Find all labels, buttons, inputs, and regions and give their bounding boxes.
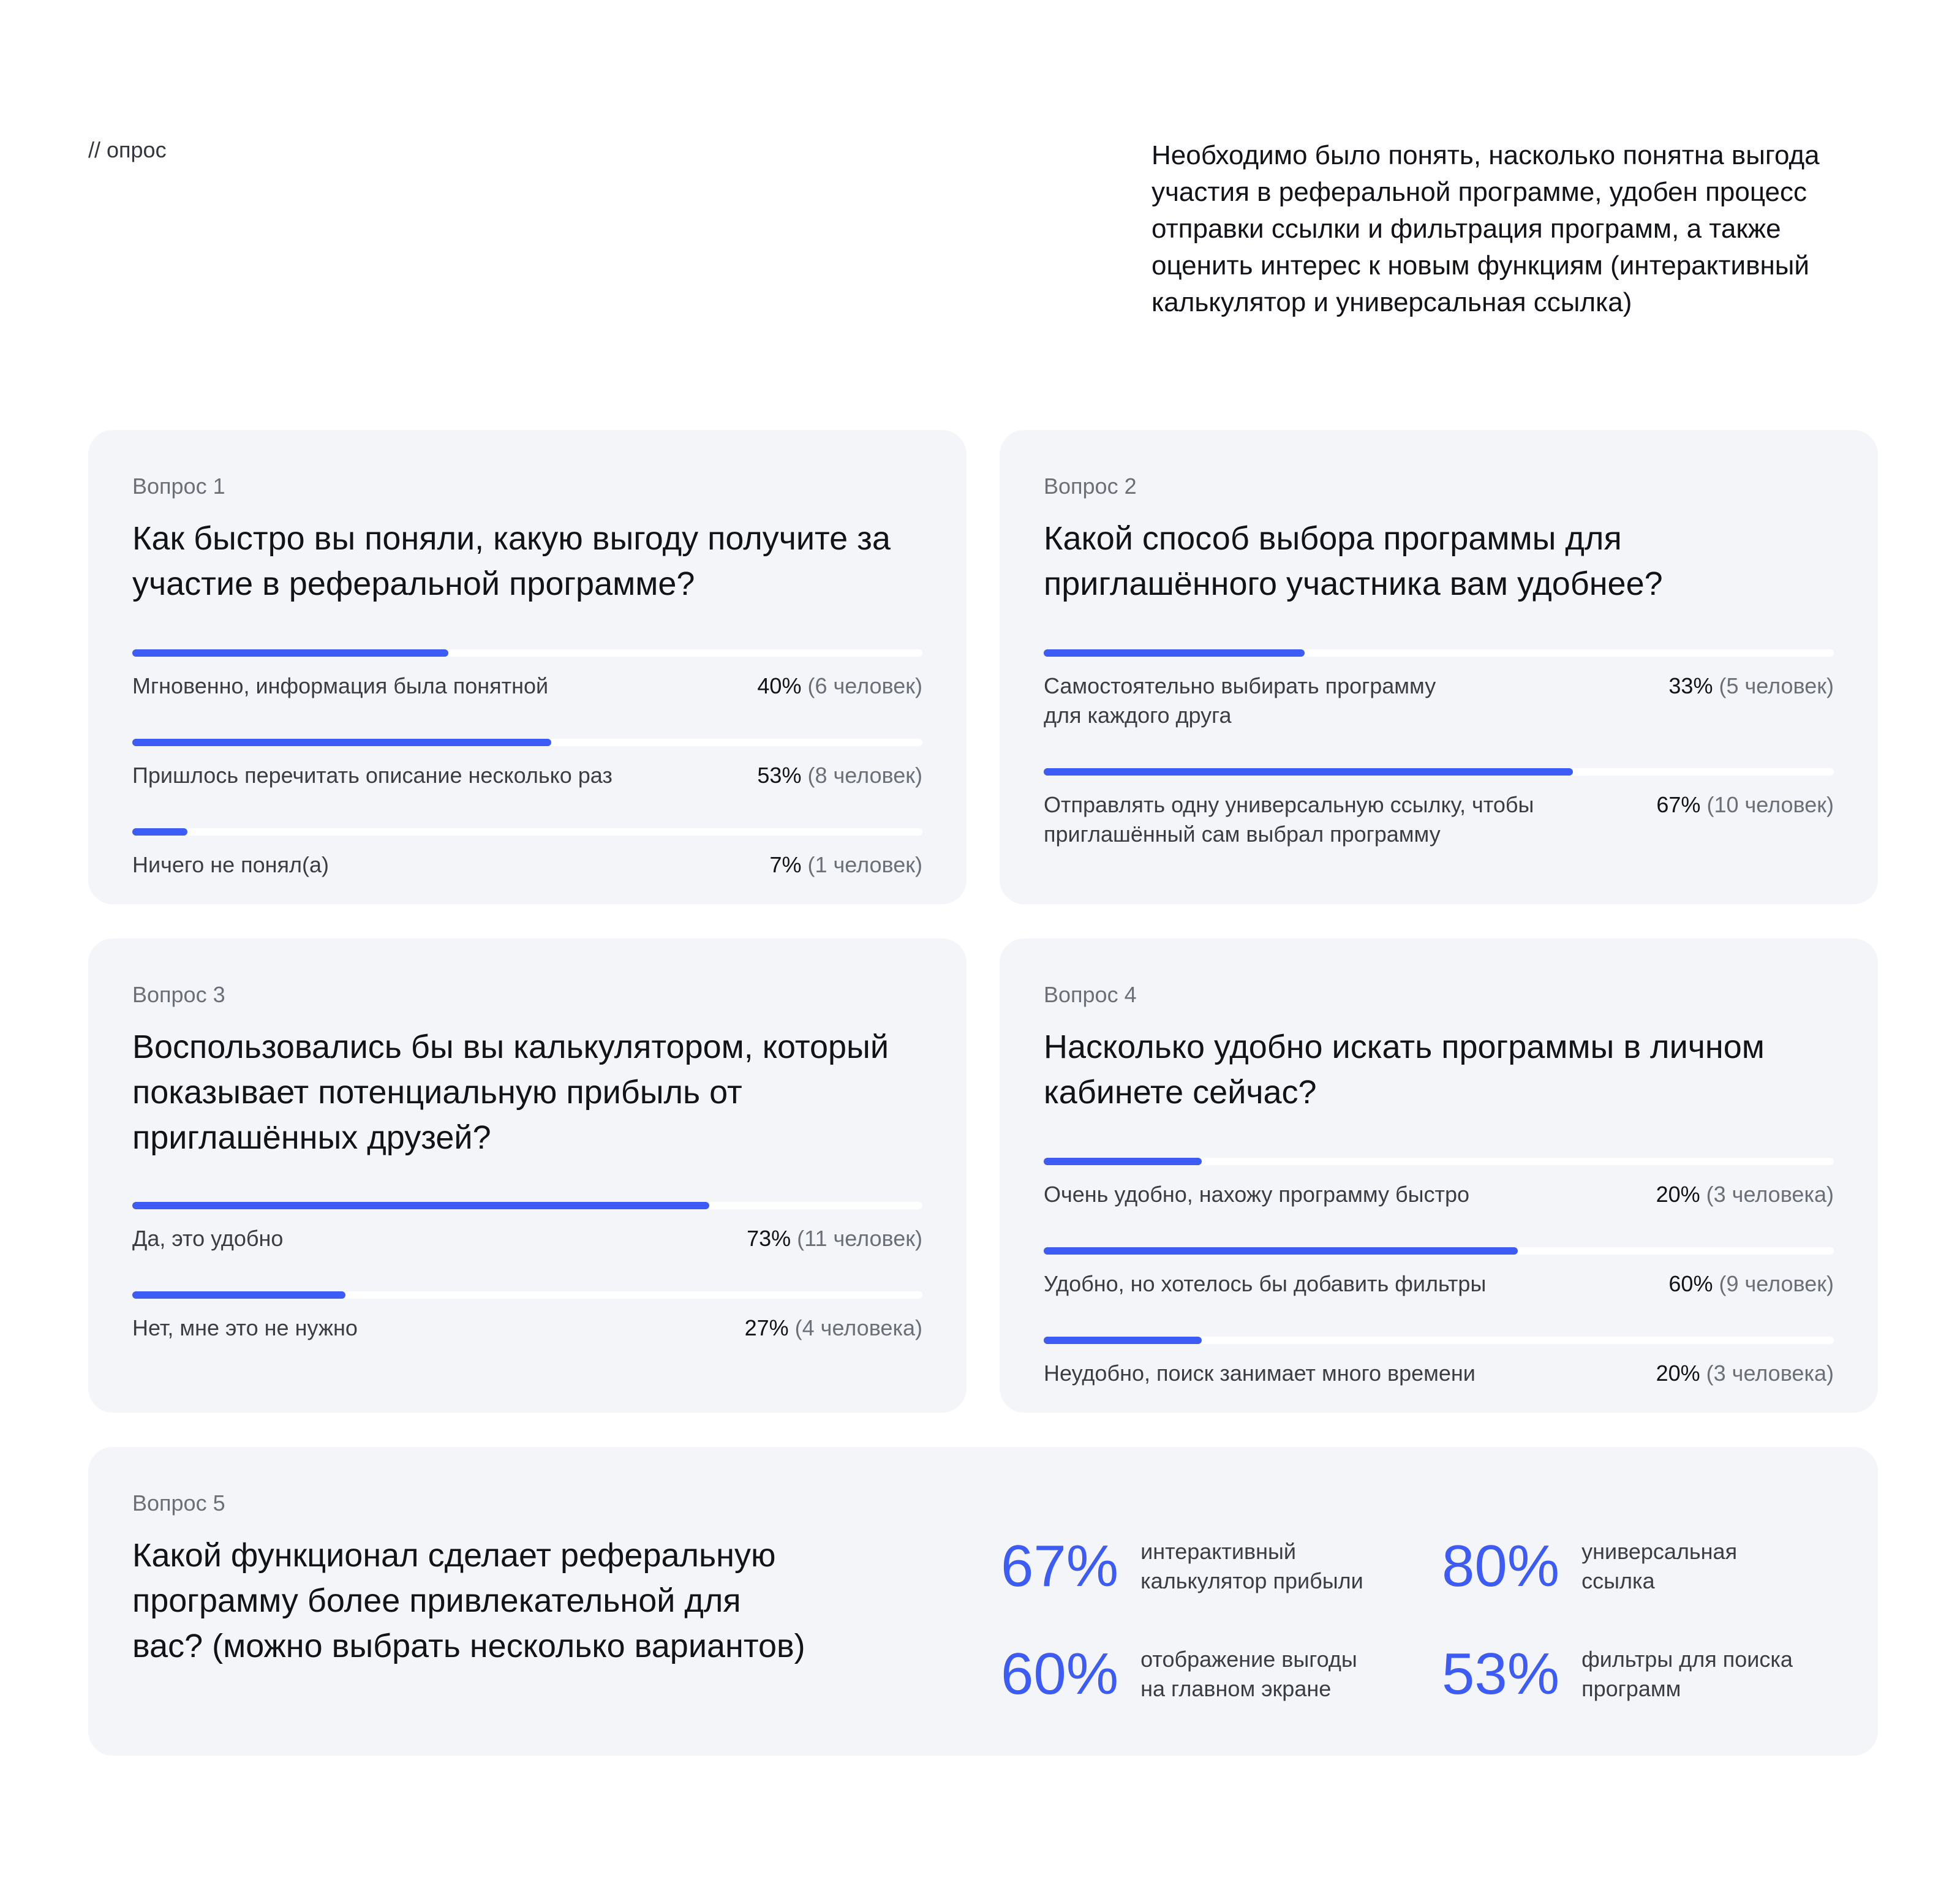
progress-track (132, 739, 922, 746)
answer-count: (4 человека) (794, 1315, 922, 1340)
progress-track (1044, 1337, 1834, 1344)
stat-text: отображение выгоды на главном экране (1140, 1647, 1357, 1701)
stat-item (1001, 1533, 1385, 1600)
progress-track (1044, 649, 1834, 657)
answer-list (1044, 1158, 1834, 1388)
answer-percent: 33% (1668, 673, 1713, 698)
answer-item (1044, 1337, 1834, 1388)
question-card-2 (1000, 430, 1878, 904)
answer-count: (10 человек) (1706, 792, 1834, 817)
question-title: Какой функционал сделает реферальную программу более привлекательной для вас? (можно выбрать несколько вариантов) (132, 1537, 805, 1664)
answer-item (132, 1291, 922, 1343)
answer-percent: 7% (769, 852, 802, 877)
answer-stat (1668, 671, 1834, 701)
answer-count: (3 человека) (1706, 1182, 1834, 1207)
progress-fill (132, 739, 551, 746)
answer-count: (8 человек) (807, 763, 922, 788)
question-title: Насколько удобно искать программы в личном кабинете сейчас? (1044, 1029, 1765, 1111)
question-label: Вопрос 2 (1044, 474, 1137, 499)
answer-count: (5 человек) (1719, 673, 1834, 698)
progress-track (1044, 1158, 1834, 1165)
answer-item (132, 1202, 922, 1253)
progress-fill (1044, 1337, 1202, 1344)
question-label: Вопрос 1 (132, 474, 225, 499)
answer-count: (3 человека) (1706, 1361, 1834, 1386)
stat-item (1442, 1641, 1814, 1708)
answer-item (1044, 1247, 1834, 1299)
question-card-5 (88, 1447, 1878, 1756)
question-label: Вопрос 5 (132, 1490, 225, 1516)
answer-text: Очень удобно, нахожу программу быстро (1044, 1182, 1470, 1207)
answer-stat (1656, 1180, 1834, 1209)
answer-percent: 73% (747, 1226, 791, 1251)
progress-track (132, 828, 922, 836)
stat-item (1001, 1641, 1385, 1708)
progress-track (132, 1202, 922, 1209)
question-title: Какой способ выбора программы для приглашённого участника вам удобнее? (1044, 520, 1663, 602)
stat-value: 80% (1442, 1533, 1560, 1599)
answer-list (132, 1202, 922, 1343)
answer-stat (757, 671, 922, 701)
answer-text: Неудобно, поиск занимает много времени (1044, 1361, 1476, 1386)
progress-fill (1044, 649, 1305, 657)
question-label: Вопрос 3 (132, 982, 225, 1007)
answer-percent: 40% (757, 673, 802, 698)
progress-fill (132, 828, 187, 836)
progress-fill (132, 1291, 345, 1299)
stat-item (1442, 1533, 1765, 1600)
progress-track (132, 1291, 922, 1299)
question-card-1 (88, 430, 967, 904)
answer-item (1044, 768, 1834, 849)
answer-text: Самостоятельно выбирать программу для каждого друга (1044, 673, 1436, 728)
answer-text: Отправлять одну универсальную ссылку, чтобы приглашённый сам выбрал программу (1044, 792, 1534, 847)
answer-stat (1656, 1359, 1834, 1388)
progress-fill (1044, 768, 1573, 776)
answer-percent: 20% (1656, 1361, 1700, 1386)
answer-stat (1668, 1269, 1834, 1299)
answer-percent: 53% (757, 763, 802, 788)
answer-text: Да, это удобно (132, 1226, 284, 1251)
answer-list (132, 649, 922, 880)
answer-text: Нет, мне это не нужно (132, 1315, 358, 1340)
answer-text: Ничего не понял(а) (132, 852, 330, 877)
answer-count: (6 человек) (807, 673, 922, 698)
stat-text: универсальная ссылка (1581, 1539, 1738, 1593)
question-title: Воспользовались бы вы калькулятором, который показывает потенциальную прибыль от приглашённых друзей? (132, 1029, 889, 1156)
answer-item (132, 649, 922, 701)
answer-text: Мгновенно, информация была понятной (132, 673, 549, 698)
answer-count: (1 человек) (807, 852, 922, 877)
answer-count: (9 человек) (1719, 1271, 1834, 1296)
answer-percent: 27% (744, 1315, 789, 1340)
progress-fill (1044, 1247, 1518, 1255)
question-card-3 (88, 938, 967, 1413)
progress-track (132, 649, 922, 657)
answer-percent: 60% (1668, 1271, 1713, 1296)
answer-count: (11 человек) (797, 1226, 922, 1251)
stat-value: 53% (1442, 1641, 1560, 1707)
progress-fill (132, 1202, 709, 1209)
stat-text: интерактивный калькулятор прибыли (1140, 1539, 1363, 1593)
question-card-4 (1000, 938, 1878, 1413)
answer-text: Удобно, но хотелось бы добавить фильтры (1044, 1271, 1487, 1296)
answer-item (1044, 649, 1834, 730)
section-tag: // опрос (88, 137, 167, 162)
answer-list (1044, 649, 1834, 849)
progress-track (1044, 1247, 1834, 1255)
answer-item (132, 828, 922, 880)
progress-track (1044, 768, 1834, 776)
stat-text: фильтры для поиска программ (1581, 1647, 1793, 1701)
question-title: Как быстро вы поняли, какую выгоду получите за участие в реферальной программе? (132, 520, 891, 602)
answer-text: Пришлось перечитать описание несколько раз (132, 763, 612, 788)
answer-percent: 20% (1656, 1182, 1700, 1207)
answer-stat (1656, 790, 1834, 820)
stat-value: 67% (1001, 1533, 1119, 1599)
answer-stat (757, 761, 922, 790)
answer-percent: 67% (1656, 792, 1701, 817)
answer-item (132, 739, 922, 790)
stat-value: 60% (1001, 1641, 1119, 1707)
progress-fill (1044, 1158, 1202, 1165)
answer-stat (745, 1313, 922, 1343)
progress-fill (132, 649, 448, 657)
question-label: Вопрос 4 (1044, 982, 1137, 1007)
answer-item (1044, 1158, 1834, 1209)
answer-stat (769, 850, 922, 880)
answer-stat (747, 1224, 922, 1253)
intro-text: Необходимо было понять, насколько понятна выгода участия в реферальной программе, удобен процесс отправки ссылки и фильтрация программ, а также оценить интерес к новым функциям (интерактивный калькулятор и универсальная ссылка) (1152, 140, 1820, 317)
